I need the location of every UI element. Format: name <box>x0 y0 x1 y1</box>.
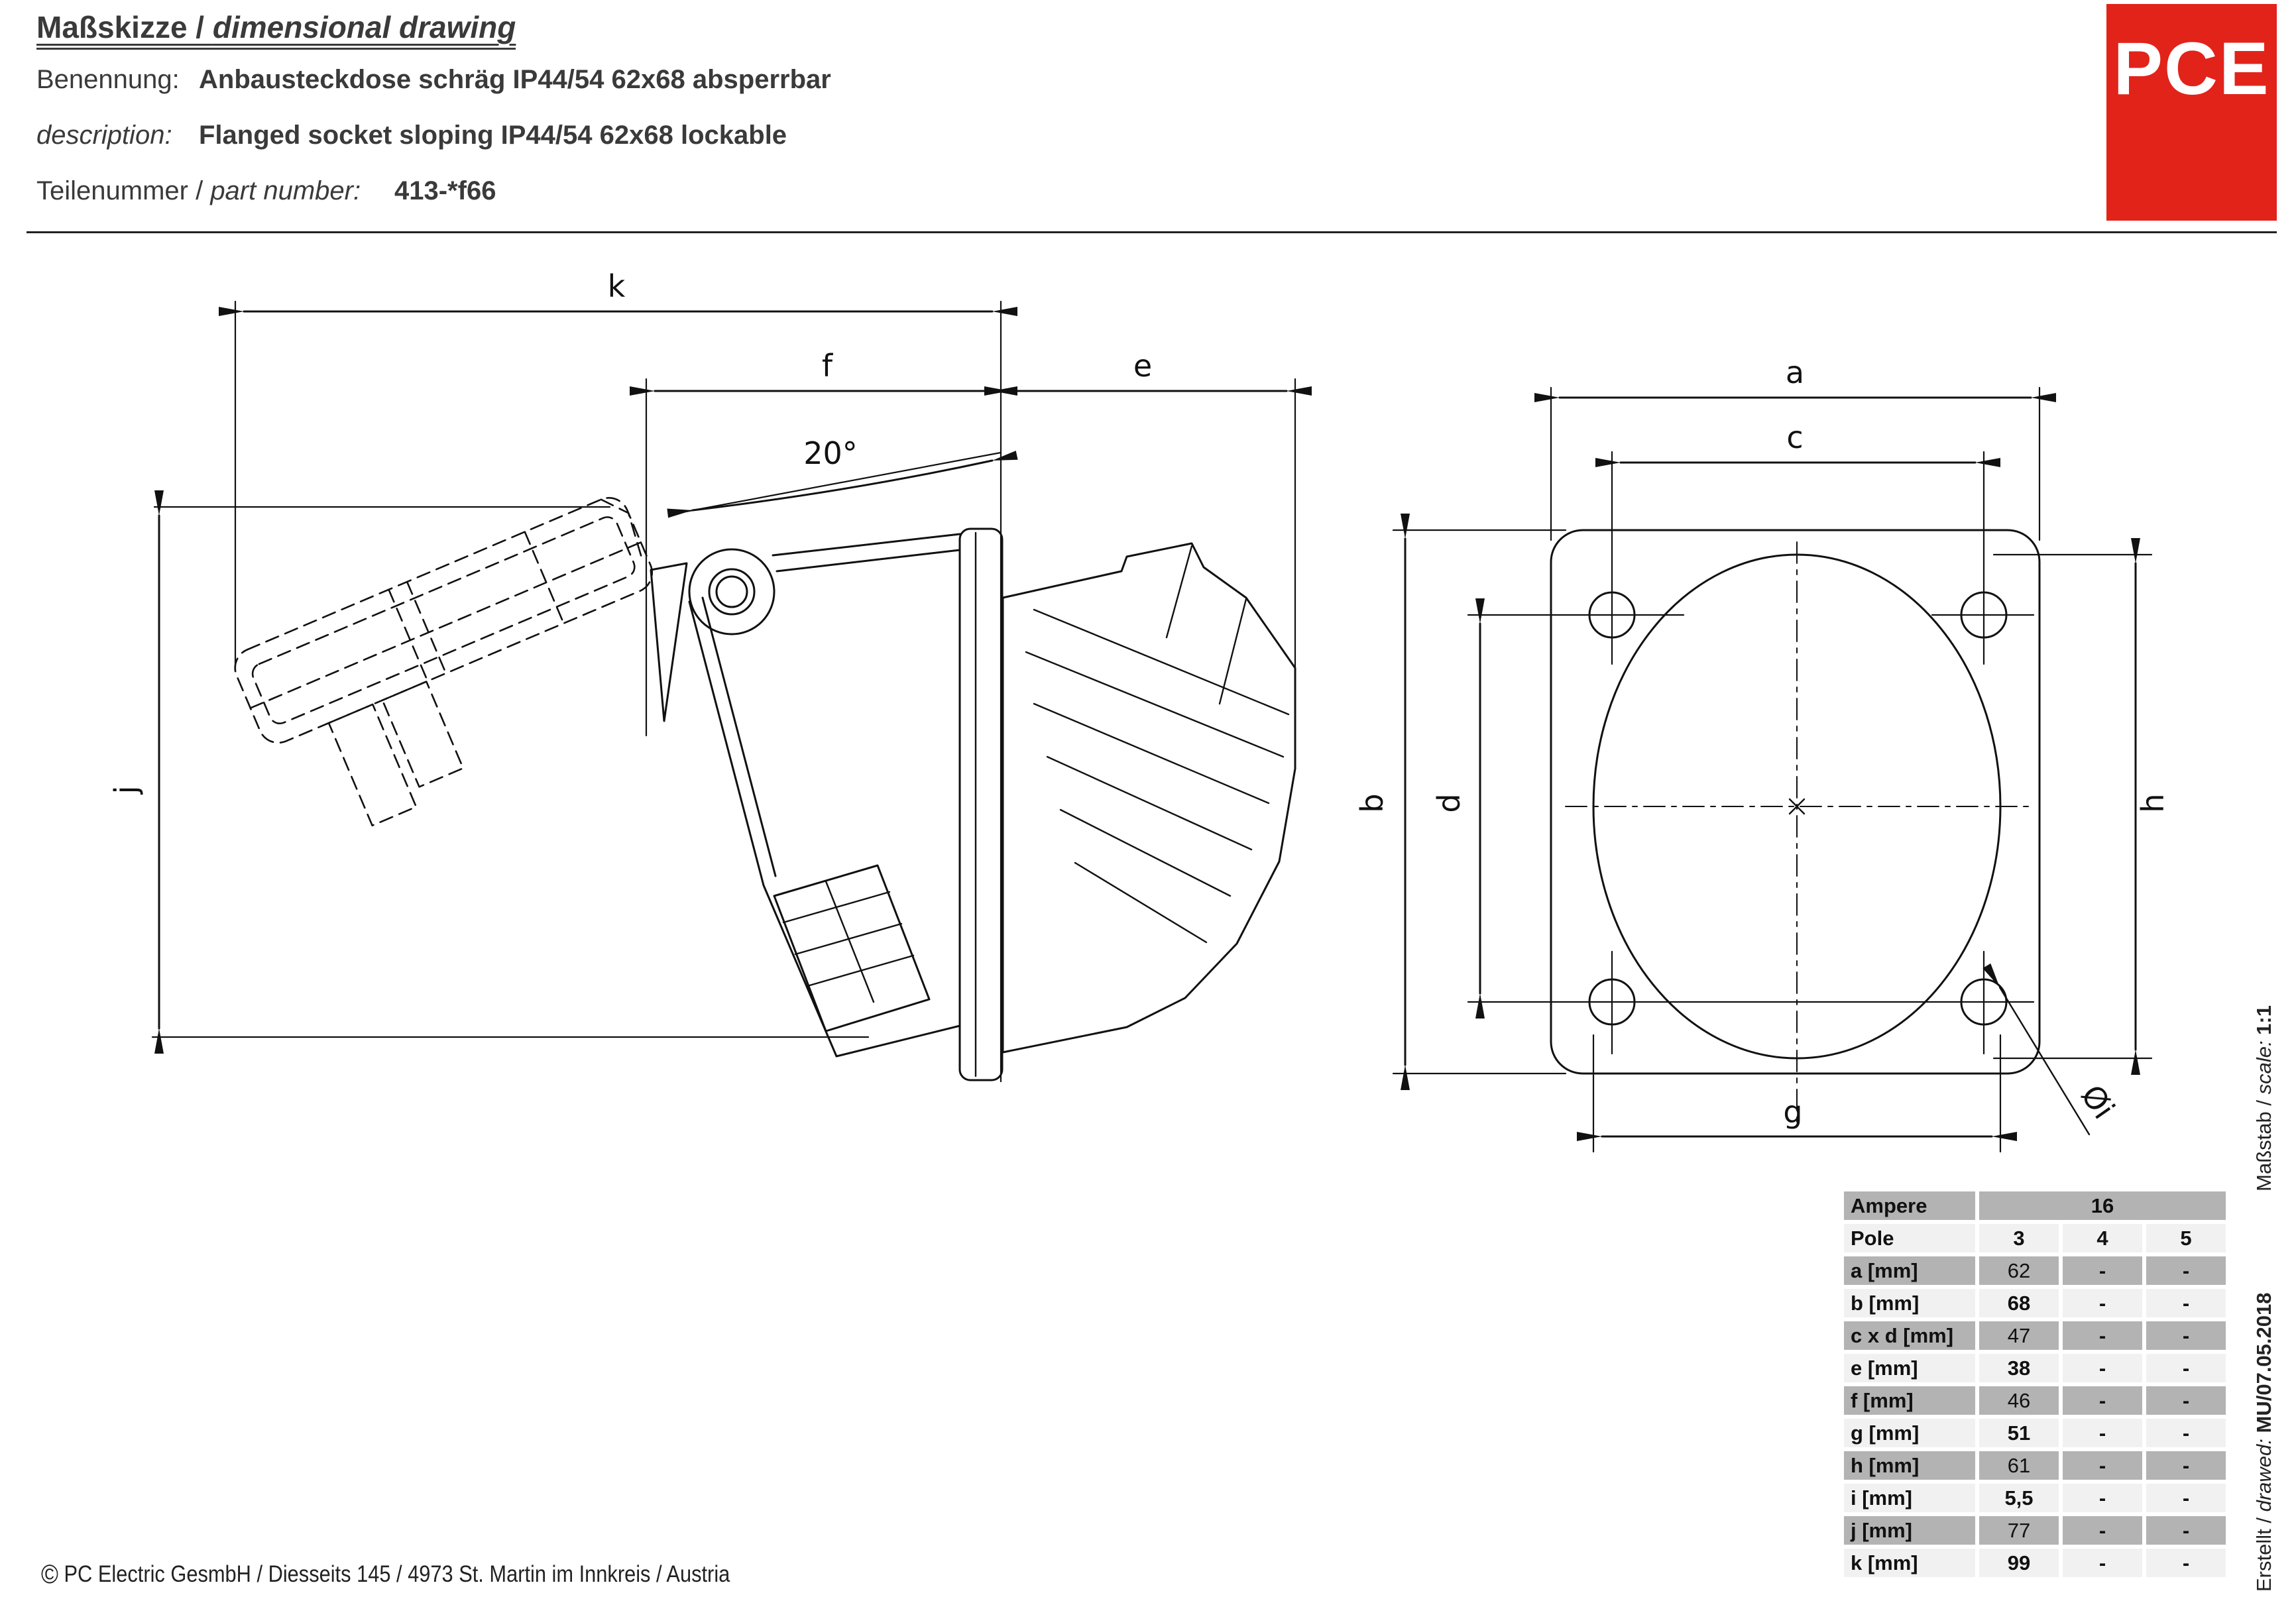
side-dim-labels <box>108 268 1152 795</box>
table-row: b [mm] 68 - - <box>1844 1289 2226 1317</box>
front-flange <box>1551 530 2039 1074</box>
part-number-label-de: Teilenummer / <box>36 176 211 205</box>
dim-label-h: h <box>2135 793 2171 813</box>
page-title-en: dimensional drawing <box>212 10 516 44</box>
scale-label-de: Maßstab / <box>2252 1094 2275 1191</box>
created-label-en: drawed: <box>2252 1439 2275 1512</box>
benennung-value: Anbausteckdose schräg IP44/54 62x68 absperrbar <box>199 65 831 94</box>
table-row: c x d [mm] 47 - - <box>1844 1321 2226 1350</box>
flange-plate <box>960 529 1002 1080</box>
dim-label-a: a <box>1785 355 1805 390</box>
table-row: a [mm] 62 - - <box>1844 1256 2226 1285</box>
table-row: j [mm] 77 - - <box>1844 1516 2226 1545</box>
dim-label-b: b <box>1354 793 1390 813</box>
table-row: k [mm] 99 - - <box>1844 1549 2226 1577</box>
page-title-de: Maßskizze / <box>36 10 213 44</box>
dimension-table <box>1840 1187 2230 1581</box>
dim-label-c: c <box>1786 419 1804 455</box>
pole-label: Pole <box>1844 1224 1975 1252</box>
lid-bracket <box>651 563 687 721</box>
dim-label-angle: 20° <box>803 435 858 471</box>
pce-logo-text: PCE <box>2113 27 2270 110</box>
table-row: i [mm] 5,5 - - <box>1844 1484 2226 1512</box>
front-extension-lines <box>1393 388 2152 1152</box>
table-row: h [mm] 61 - - <box>1844 1451 2226 1480</box>
dim-label-d: d <box>1431 793 1467 813</box>
hinge-boss <box>689 549 774 634</box>
part-number-value: 413-*f66 <box>394 176 496 205</box>
side-view <box>108 268 1295 1081</box>
description-value: Flanged socket sloping IP44/54 62x68 lockable <box>199 121 787 150</box>
table-row: f [mm] 46 - - <box>1844 1386 2226 1415</box>
socket-body <box>689 534 960 1056</box>
table-row-ampere <box>1844 1191 2226 1220</box>
footer-text: PC Electric GesmbH / Diesseits 145 / 4973 St. Martin im Innkreis / Austria <box>64 1561 730 1587</box>
lid-open-dashed <box>229 492 701 852</box>
scale-label-en: scale: <box>2252 1040 2275 1095</box>
part-number-label-en: part number: <box>210 176 361 205</box>
centerlines <box>1566 542 2028 1127</box>
diameter-leader <box>2000 987 2089 1134</box>
ampere-value: 16 <box>1979 1191 2226 1220</box>
rear-housing-ribs <box>1026 546 1289 942</box>
created-row <box>2252 1293 2276 1592</box>
footer <box>41 1560 730 1590</box>
copyright-icon: © <box>41 1560 58 1589</box>
pole-3: 3 <box>1979 1224 2059 1252</box>
dim-label-j: j <box>108 785 144 795</box>
front-dim-labels <box>1354 355 2171 1130</box>
rear-housing <box>1003 543 1295 1052</box>
benennung-label: Benennung: <box>36 65 180 94</box>
dim-label-e: e <box>1133 348 1153 384</box>
created-label-de: Erstellt / <box>2252 1512 2275 1592</box>
table-row-pole <box>1844 1224 2226 1252</box>
created-value: MU/07.05.2018 <box>2252 1292 2275 1433</box>
dim-label-diameter: Øi <box>2073 1078 2122 1126</box>
scale-value: 1:1 <box>2252 1005 2275 1035</box>
dim-label-k: k <box>607 268 626 304</box>
pole-4: 4 <box>2063 1224 2142 1252</box>
front-view <box>1354 355 2171 1152</box>
table-row: g [mm] 51 - - <box>1844 1419 2226 1447</box>
table-row: e [mm] 38 - - <box>1844 1354 2226 1382</box>
dim-label-g: g <box>1783 1094 1803 1130</box>
title-block-vertical-text <box>2252 1005 2280 1592</box>
scale-row <box>2252 1005 2276 1191</box>
pole-5: 5 <box>2146 1224 2226 1252</box>
dim-label-f: f <box>821 348 833 384</box>
description-label: description: <box>36 121 172 150</box>
ampere-label: Ampere <box>1844 1191 1975 1220</box>
